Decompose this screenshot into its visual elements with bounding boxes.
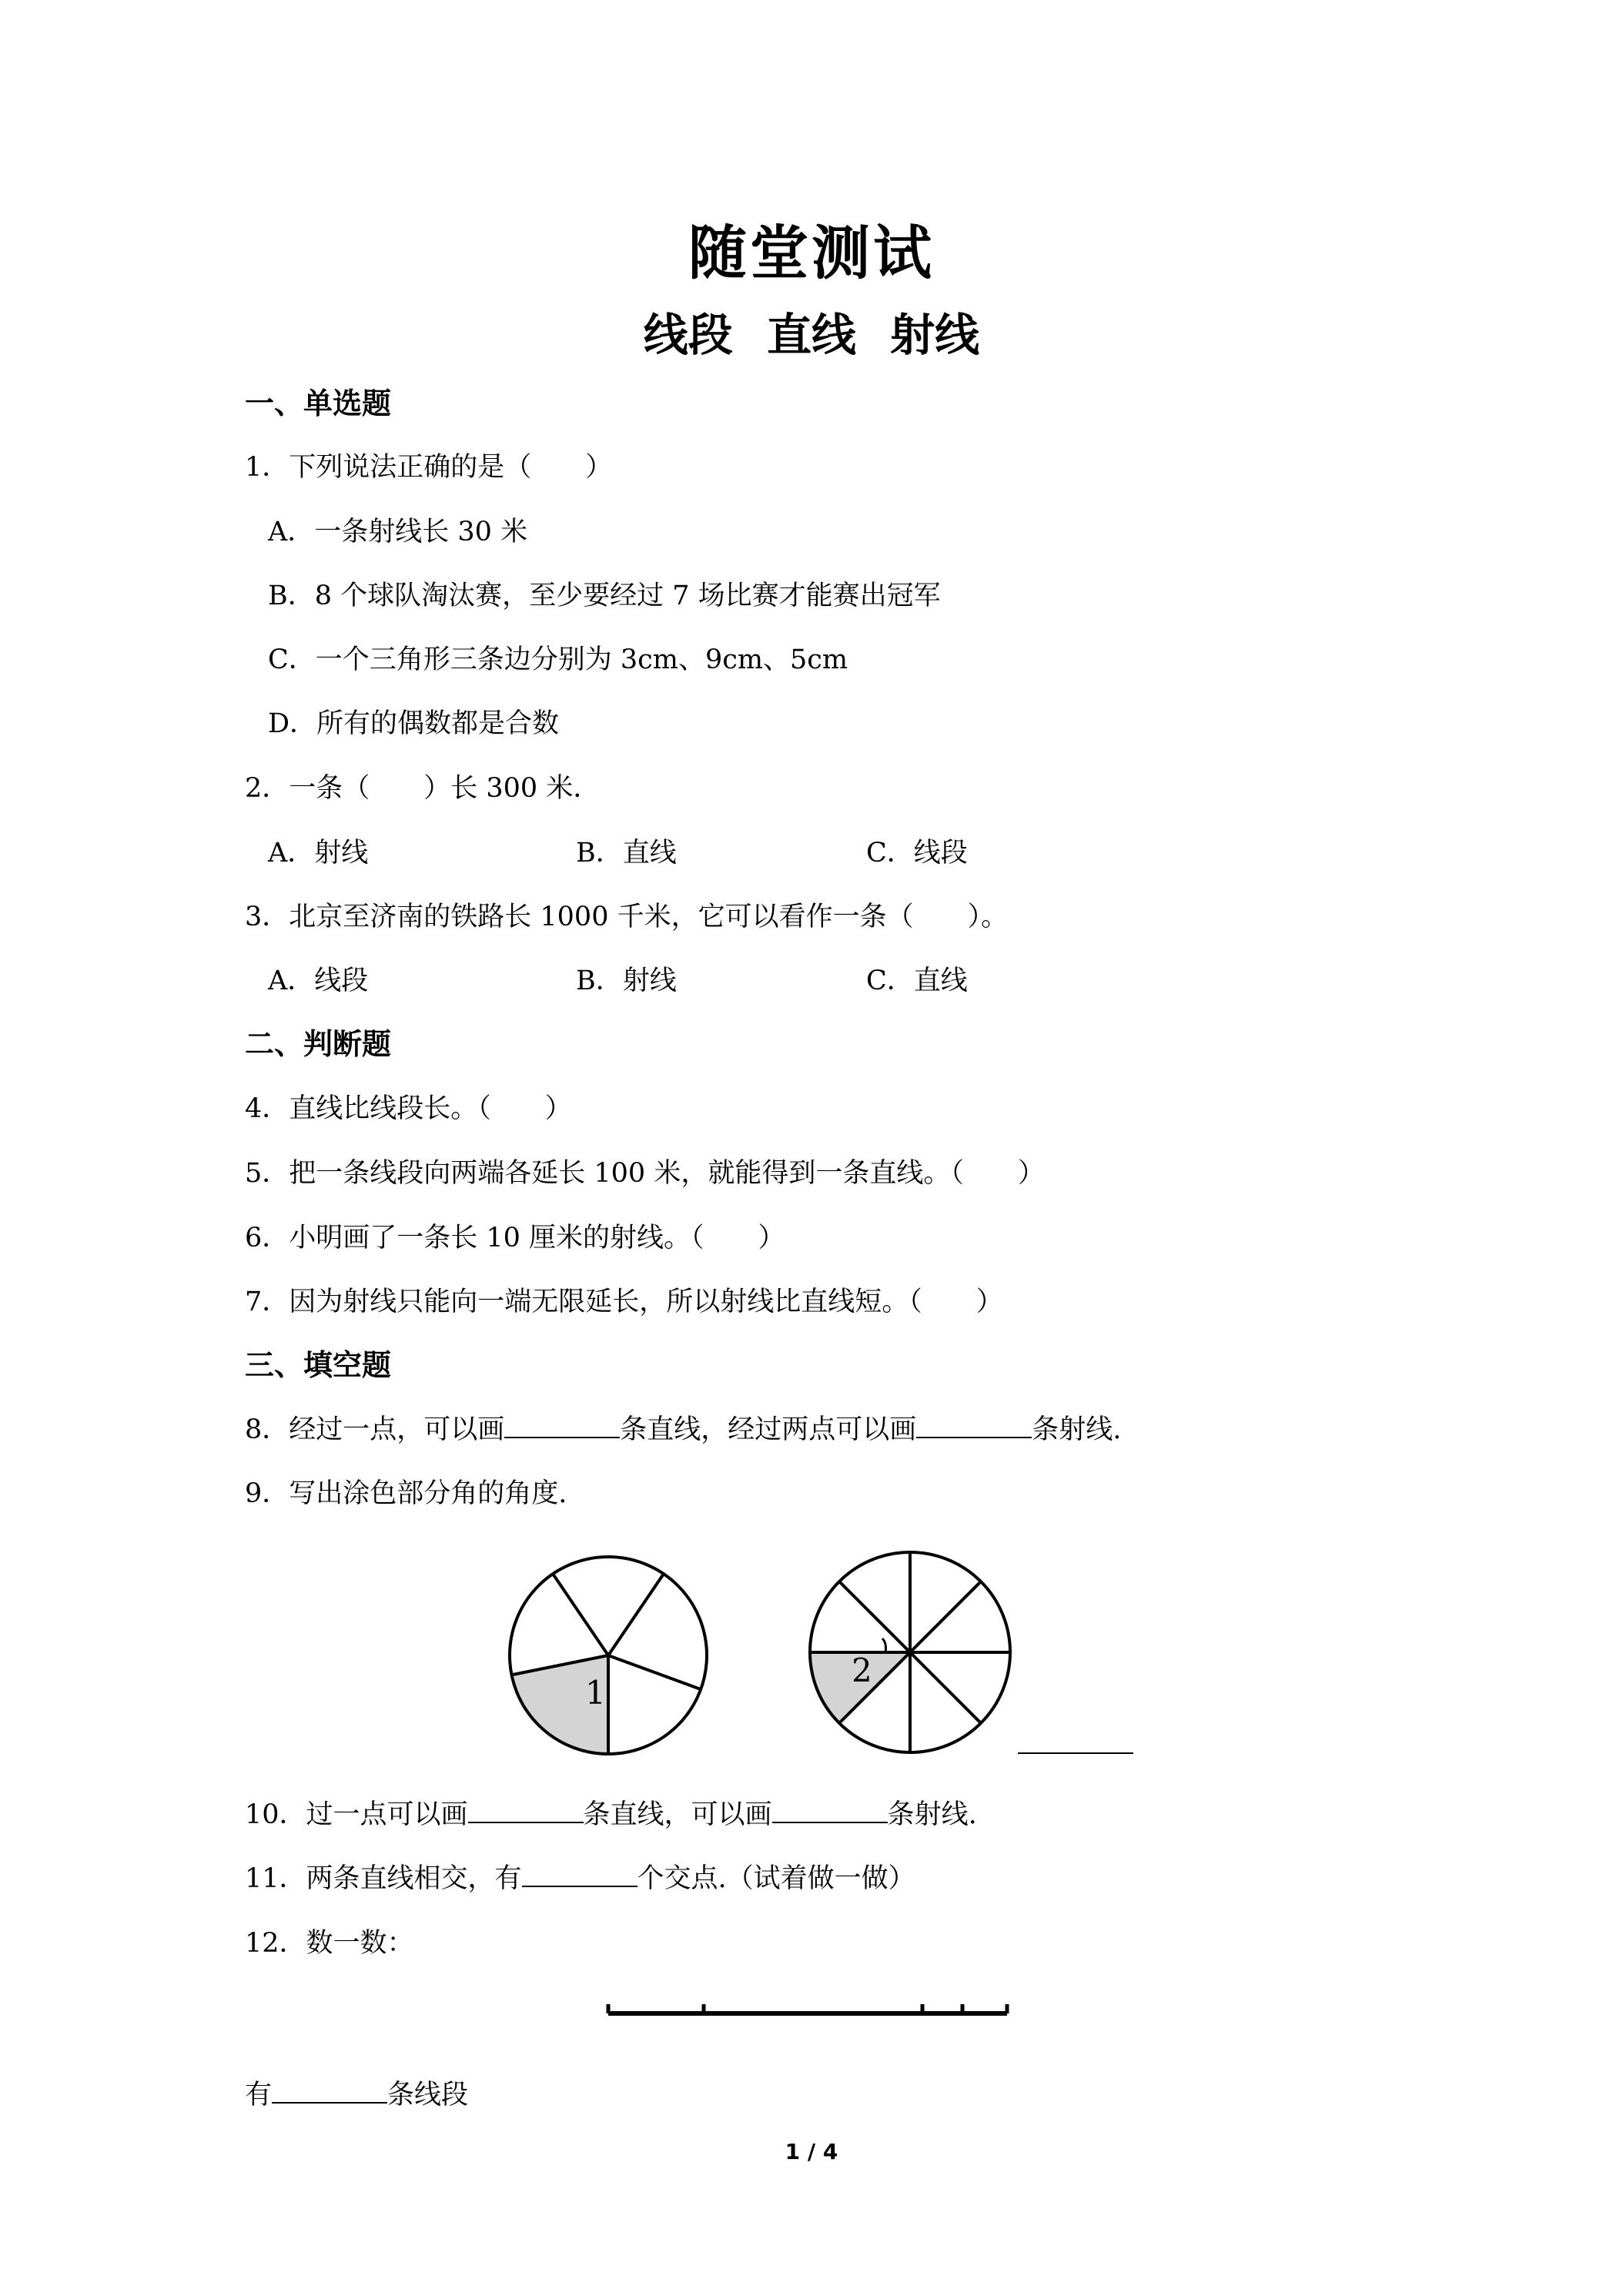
q11-text-1: 11．两条直线相交，有 <box>245 1863 522 1894</box>
question-11 <box>245 1857 915 1896</box>
q8-text-1: 8．经过一点，可以画 <box>245 1414 505 1445</box>
q1-option-b: B．8 个球队淘汰赛，至少要经过 7 场比赛才能赛出冠军 <box>268 581 941 611</box>
q8-text-2: 条直线，经过两点可以画 <box>620 1414 917 1445</box>
q10-blank-1[interactable] <box>468 1799 584 1823</box>
question-5: 5．把一条线段向两端各延长 100 米，就能得到一条直线。（ ） <box>245 1158 1045 1189</box>
q3-option-b: B．射线 <box>576 966 677 996</box>
radius-line <box>608 1574 664 1655</box>
q11-text-2: 个交点.（试着做一做） <box>637 1863 915 1894</box>
page-number: 1 / 4 <box>785 2139 838 2164</box>
q8-text-3: 条射线. <box>1032 1414 1122 1445</box>
q3-option-a: A．线段 <box>268 966 369 996</box>
section-true-false: 二、判断题 <box>245 1027 392 1061</box>
angle-arc-mark <box>882 1638 886 1652</box>
q3-option-c: C．直线 <box>866 966 968 996</box>
section-fill-blank: 三、填空题 <box>245 1348 392 1382</box>
q10-text-3: 条射线. <box>887 1799 977 1830</box>
q10-text-1: 10．过一点可以画 <box>245 1799 468 1830</box>
question-4: 4．直线比线段长。（ ） <box>245 1093 572 1124</box>
q12-text-1: 有 <box>245 2080 273 2110</box>
q2-option-a: A．射线 <box>268 838 369 869</box>
q12-answer-line <box>245 2073 468 2112</box>
q10-text-2: 条直线，可以画 <box>583 1799 772 1830</box>
circle-figure-1 <box>510 1557 707 1754</box>
q11-blank[interactable] <box>522 1863 637 1887</box>
q2-option-b: B．直线 <box>576 838 677 869</box>
question-12: 12．数一数： <box>245 1928 414 1959</box>
q12-text-2: 条线段 <box>387 2080 469 2110</box>
q12-blank[interactable] <box>272 2079 387 2104</box>
q1-option-d: D．所有的偶数都是合数 <box>268 708 560 739</box>
section-single-choice: 一、单选题 <box>245 387 392 420</box>
page-title: 随堂测试 <box>688 219 935 287</box>
q9-answer-blank[interactable] <box>1018 1752 1133 1754</box>
question-1: 1．下列说法正确的是（ ） <box>245 452 613 483</box>
radius-line <box>553 1574 608 1655</box>
q1-option-c: C．一个三角形三条边分别为 3cm、9cm、5cm <box>268 644 848 675</box>
question-9: 9．写出涂色部分角的角度. <box>245 1478 567 1509</box>
question-10 <box>245 1793 977 1832</box>
q2-option-c: C．线段 <box>866 838 968 869</box>
q1-option-a: A．一条射线长 30 米 <box>268 517 528 547</box>
segment-figure <box>608 2004 1007 2013</box>
radius-line <box>608 1655 701 1689</box>
question-6: 6．小明画了一条长 10 厘米的射线。（ ） <box>245 1223 785 1253</box>
question-2: 2．一条（ ）长 300 米． <box>245 773 601 804</box>
question-7: 7．因为射线只能向一端无限延长，所以射线比直线短。（ ） <box>245 1287 1003 1317</box>
question-3: 3．北京至济南的铁路长 1000 千米，它可以看作一条（ ）。 <box>245 902 1009 932</box>
page-subtitle: 线段 直线 射线 <box>643 309 980 361</box>
circle-figure-2 <box>810 1552 1010 1752</box>
q10-blank-2[interactable] <box>772 1799 888 1823</box>
angle-label-1: 1 <box>585 1674 606 1712</box>
angle-label-2: 2 <box>852 1652 872 1689</box>
